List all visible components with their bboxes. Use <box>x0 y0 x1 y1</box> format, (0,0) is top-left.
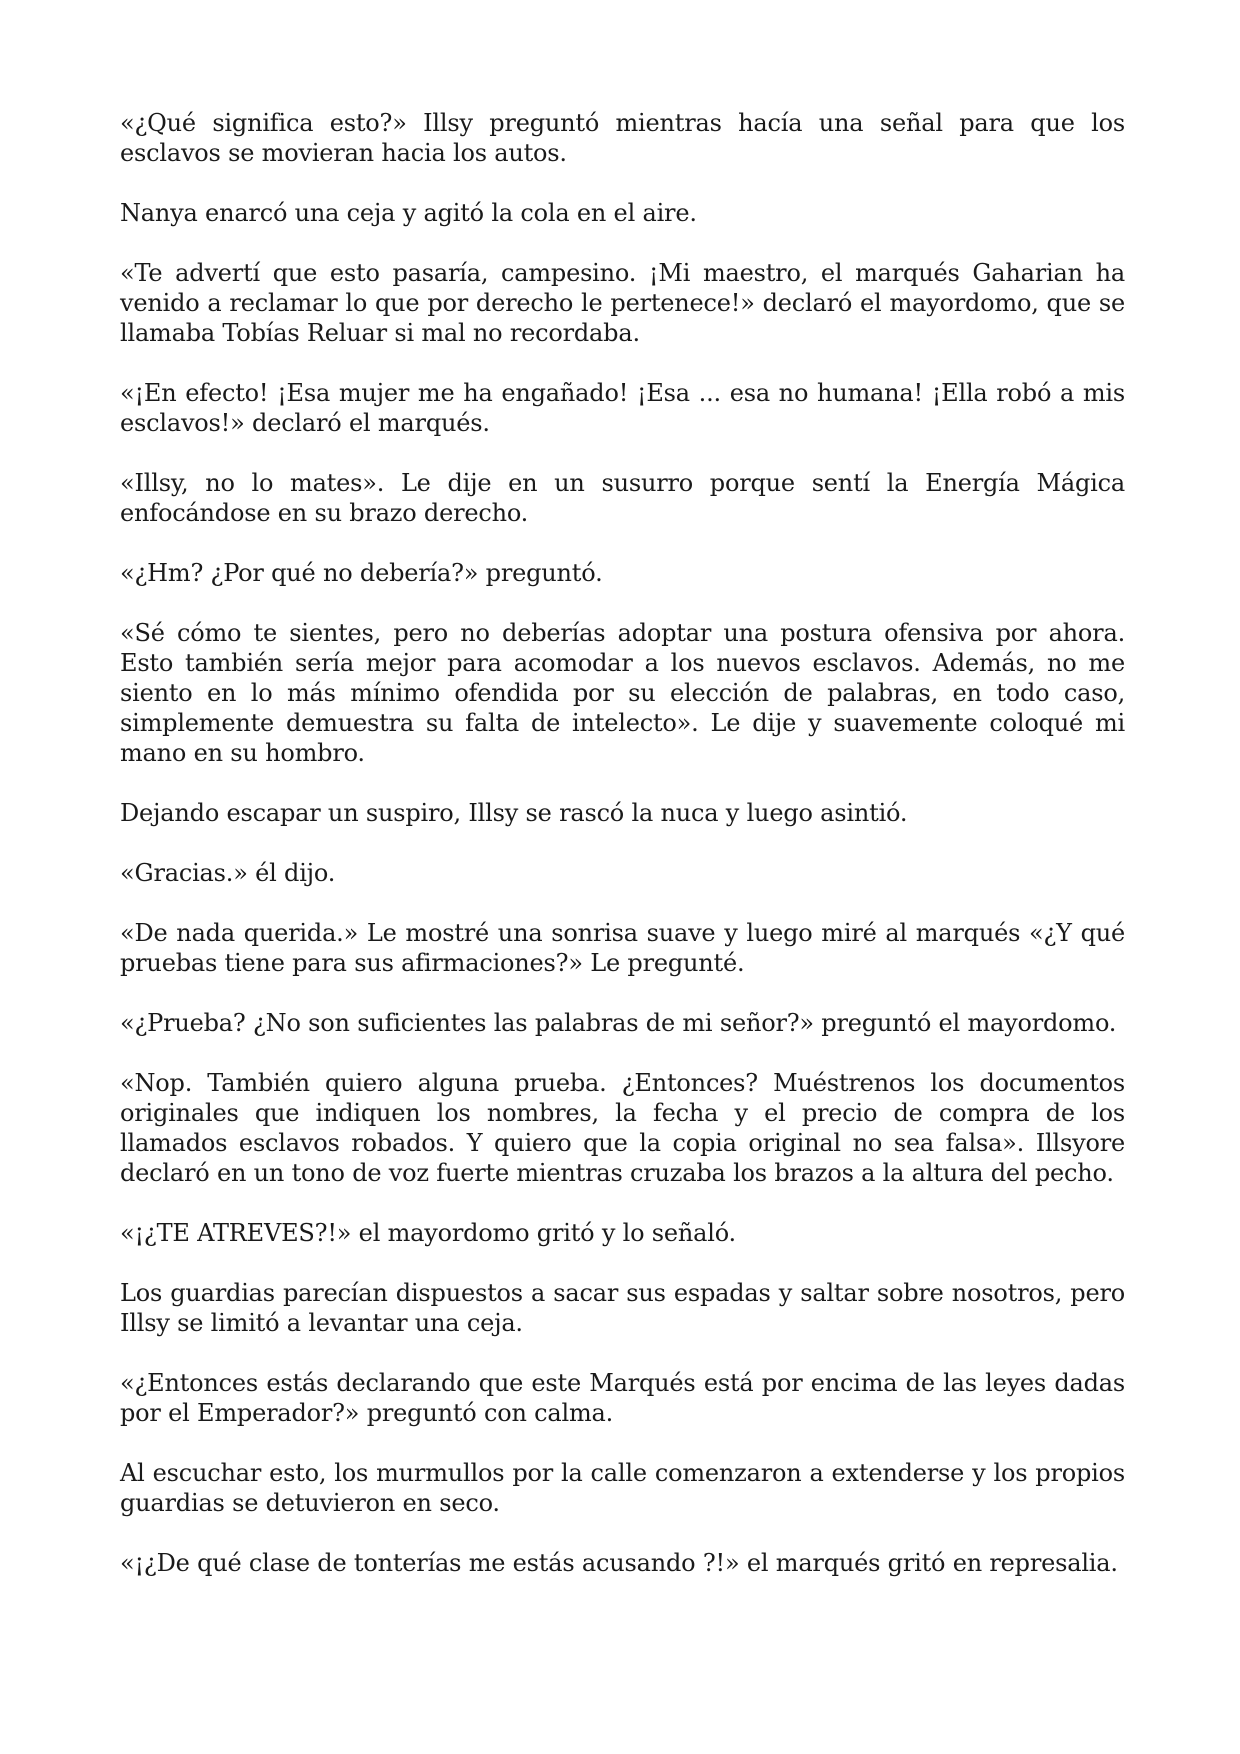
paragraph-6: «¿Hm? ¿Por qué no debería?» preguntó. <box>120 559 603 587</box>
paragraph-12: «Nop. También quiero alguna prueba. ¿Entonces? Muéstrenos los documentos originales que indiquen los nombres, la fecha y el precio de compra de los llamados esclavos robados. Y quiero que la copia original no sea falsa». Illsyore declaró en un tono de voz fuerte mientras cruzaba los brazos a la altura del pecho. <box>120 1069 1125 1187</box>
paragraph-7: «Sé cómo te sientes, pero no deberías adoptar una postura ofensiva por ahora. Esto también sería mejor para acomodar a los nuevos esclavos. Además, no me siento en lo más mínimo ofendida por su elección de palabras, en todo caso, simplemente demuestra su falta de intelecto». Le dije y suavemente coloqué mi mano en su hombro. <box>120 619 1125 767</box>
paragraph-14: Los guardias parecían dispuestos a sacar sus espadas y saltar sobre nosotros, pero Illsy se limitó a levantar una ceja. <box>120 1279 1125 1337</box>
paragraph-11: «¿Prueba? ¿No son suficientes las palabras de mi señor?» preguntó el mayordomo. <box>120 1009 1117 1037</box>
paragraph-5: «Illsy, no lo mates». Le dije en un susurro porque sentí la Energía Mágica enfocándose en su brazo derecho. <box>120 469 1125 527</box>
paragraph-15: «¿Entonces estás declarando que este Marqués está por encima de las leyes dadas por el Emperador?» preguntó con calma. <box>120 1369 1125 1427</box>
paragraph-10: «De nada querida.» Le mostré una sonrisa suave y luego miré al marqués «¿Y qué pruebas tiene para sus afirmaciones?» Le pregunté. <box>120 919 1125 977</box>
paragraph-8: Dejando escapar un suspiro, Illsy se rascó la nuca y luego asintió. <box>120 799 908 827</box>
paragraph-16: Al escuchar esto, los murmullos por la calle comenzaron a extenderse y los propios guardias se detuvieron en seco. <box>120 1459 1125 1517</box>
paragraph-1: «¿Qué significa esto?» Illsy preguntó mientras hacía una señal para que los esclavos se movieran hacia los autos. <box>120 109 1125 167</box>
paragraph-4: «¡En efecto! ¡Esa mujer me ha engañado! ¡Esa ... esa no humana! ¡Ella robó a mis esclavos!» declaró el marqués. <box>120 379 1125 437</box>
paragraph-9: «Gracias.» él dijo. <box>120 859 336 887</box>
paragraph-13: «¡¿TE ATREVES?!» el mayordomo gritó y lo señaló. <box>120 1219 736 1247</box>
paragraph-17: «¡¿De qué clase de tonterías me estás acusando ?!» el marqués gritó en represalia. <box>120 1549 1118 1577</box>
document-page <box>120 108 1125 1578</box>
paragraph-2: Nanya enarcó una ceja y agitó la cola en el aire. <box>120 199 697 227</box>
paragraph-3: «Te advertí que esto pasaría, campesino. ¡Mi maestro, el marqués Gaharian ha venido a reclamar lo que por derecho le pertenece!» declaró el mayordomo, que se llamaba Tobías Reluar si mal no recordaba. <box>120 259 1125 347</box>
